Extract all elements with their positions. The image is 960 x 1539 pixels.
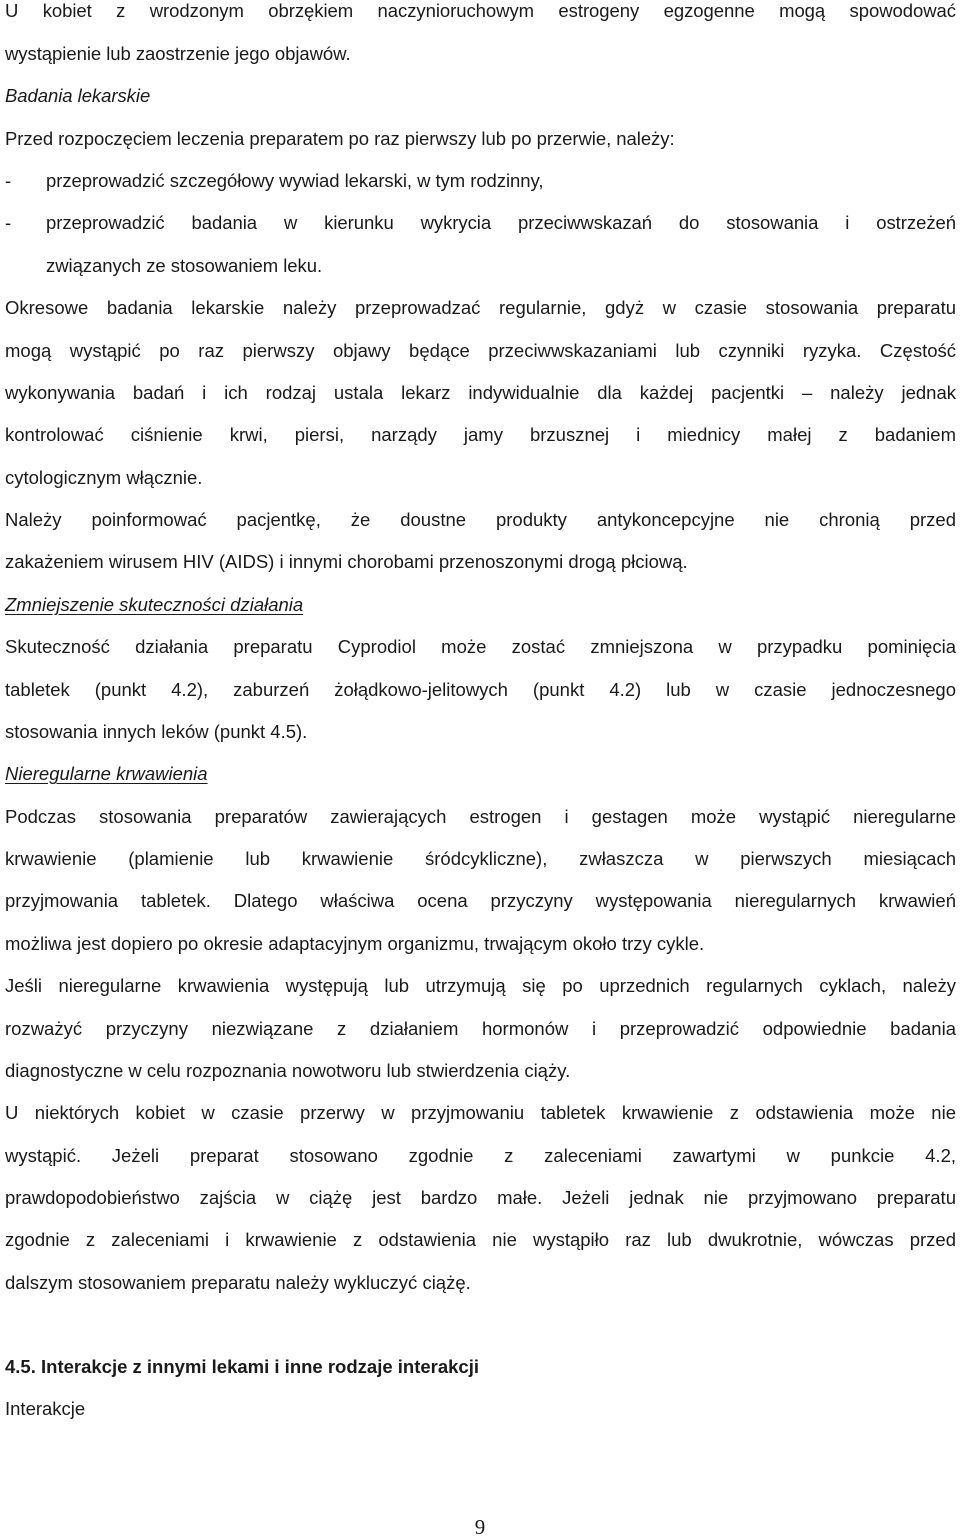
paragraph-line: wystąpienie lub zaostrzenie jego objawów. <box>5 43 351 64</box>
paragraph-line: Skuteczność działania preparatu Cyprodiol może zostać zmniejszona w przypadku pominięcia <box>5 636 956 657</box>
paragraph-line: rozważyć przyczyny niezwiązane z działaniem hormonów i przeprowadzić odpowiednie badania <box>5 1018 956 1039</box>
paragraph-line: krwawienie (plamienie lub krwawienie śródcykliczne), zwłaszcza w pierwszych miesiącach <box>5 848 956 869</box>
section-heading-badania-lekarskie: Badania lekarskie <box>5 85 151 106</box>
paragraph-line: Przed rozpoczęciem leczenia preparatem po raz pierwszy lub po przerwie, należy: <box>5 128 675 149</box>
paragraph-line: zakażeniem wirusem HIV (AIDS) i innymi chorobami przenoszonymi drogą płciową. <box>5 551 688 572</box>
paragraph-line: kontrolować ciśnienie krwi, piersi, narządy jamy brzusznej i miednicy małej z badaniem <box>5 424 956 445</box>
paragraph-line: Należy poinformować pacjentkę, że doustne produkty antykoncepcyjne nie chronią przed <box>5 509 956 530</box>
paragraph-line: przyjmowania tabletek. Dlatego właściwa ocena przyczyny występowania nieregularnych krwawień <box>5 890 956 911</box>
paragraph-line: wykonywania badań i ich rodzaj ustala lekarz indywidualnie dla każdej pacjentki – należy jednak <box>5 382 956 403</box>
paragraph-line: Podczas stosowania preparatów zawierających estrogen i gestagen może wystąpić nieregularne <box>5 806 956 827</box>
subheading-interakcje: Interakcje <box>5 1398 86 1419</box>
section-heading-nieregularne-krwawienia: Nieregularne krwawienia <box>5 763 208 784</box>
section-heading-zmniejszenie-skutecznosci: Zmniejszenie skuteczności działania <box>5 594 304 615</box>
paragraph-line: cytologicznym włącznie. <box>5 467 203 488</box>
paragraph-line: tabletek (punkt 4.2), zaburzeń żołądkowo-jelitowych (punkt 4.2) lub w czasie jednoczesnego <box>5 679 956 700</box>
paragraph-line: stosowania innych leków (punkt 4.5). <box>5 721 308 742</box>
list-item: przeprowadzić badania w kierunku wykrycia przeciwwskazań do stosowania i ostrzeżeń <box>46 212 956 233</box>
paragraph-line: mogą wystąpić po raz pierwszy objawy będące przeciwwskazaniami lub czynniki ryzyka. Częstość <box>5 340 956 361</box>
list-item-continuation: związanych ze stosowaniem leku. <box>46 255 323 276</box>
paragraph-line: diagnostyczne w celu rozpoznania nowotworu lub stwierdzenia ciąży. <box>5 1060 571 1081</box>
list-item: przeprowadzić szczegółowy wywiad lekarski, w tym rodzinny, <box>46 170 544 191</box>
paragraph-line: U kobiet z wrodzonym obrzękiem naczynioruchowym estrogeny egzogenne mogą spowodować <box>5 0 956 21</box>
page-number: 9 <box>474 1515 486 1539</box>
list-bullet: - <box>5 212 12 233</box>
paragraph-line: Jeśli nieregularne krwawienia występują lub utrzymują się po uprzednich regularnych cyklach, należy <box>5 975 956 996</box>
paragraph-line: zgodnie z zaleceniami i krwawienie z odstawienia nie wystąpiło raz lub dwukrotnie, wówczas przed <box>5 1229 956 1250</box>
paragraph-line: możliwa jest dopiero po okresie adaptacyjnym organizmu, trwającym około trzy cykle. <box>5 933 705 954</box>
paragraph-line: U niektórych kobiet w czasie przerwy w przyjmowaniu tabletek krwawienie z odstawienia może nie <box>5 1102 956 1123</box>
paragraph-line: wystąpić. Jeżeli preparat stosowano zgodnie z zaleceniami zawartymi w punkcie 4.2, <box>5 1145 956 1166</box>
paragraph-line: dalszym stosowaniem preparatu należy wykluczyć ciążę. <box>5 1272 471 1293</box>
paragraph-line: prawdopodobieństwo zajścia w ciążę jest bardzo małe. Jeżeli jednak nie przyjmowano preparatu <box>5 1187 956 1208</box>
section-heading-4-5: 4.5. Interakcje z innymi lekami i inne rodzaje interakcji <box>5 1356 479 1377</box>
paragraph-line: Okresowe badania lekarskie należy przeprowadzać regularnie, gdyż w czasie stosowania preparatu <box>5 297 956 318</box>
list-bullet: - <box>5 170 12 191</box>
